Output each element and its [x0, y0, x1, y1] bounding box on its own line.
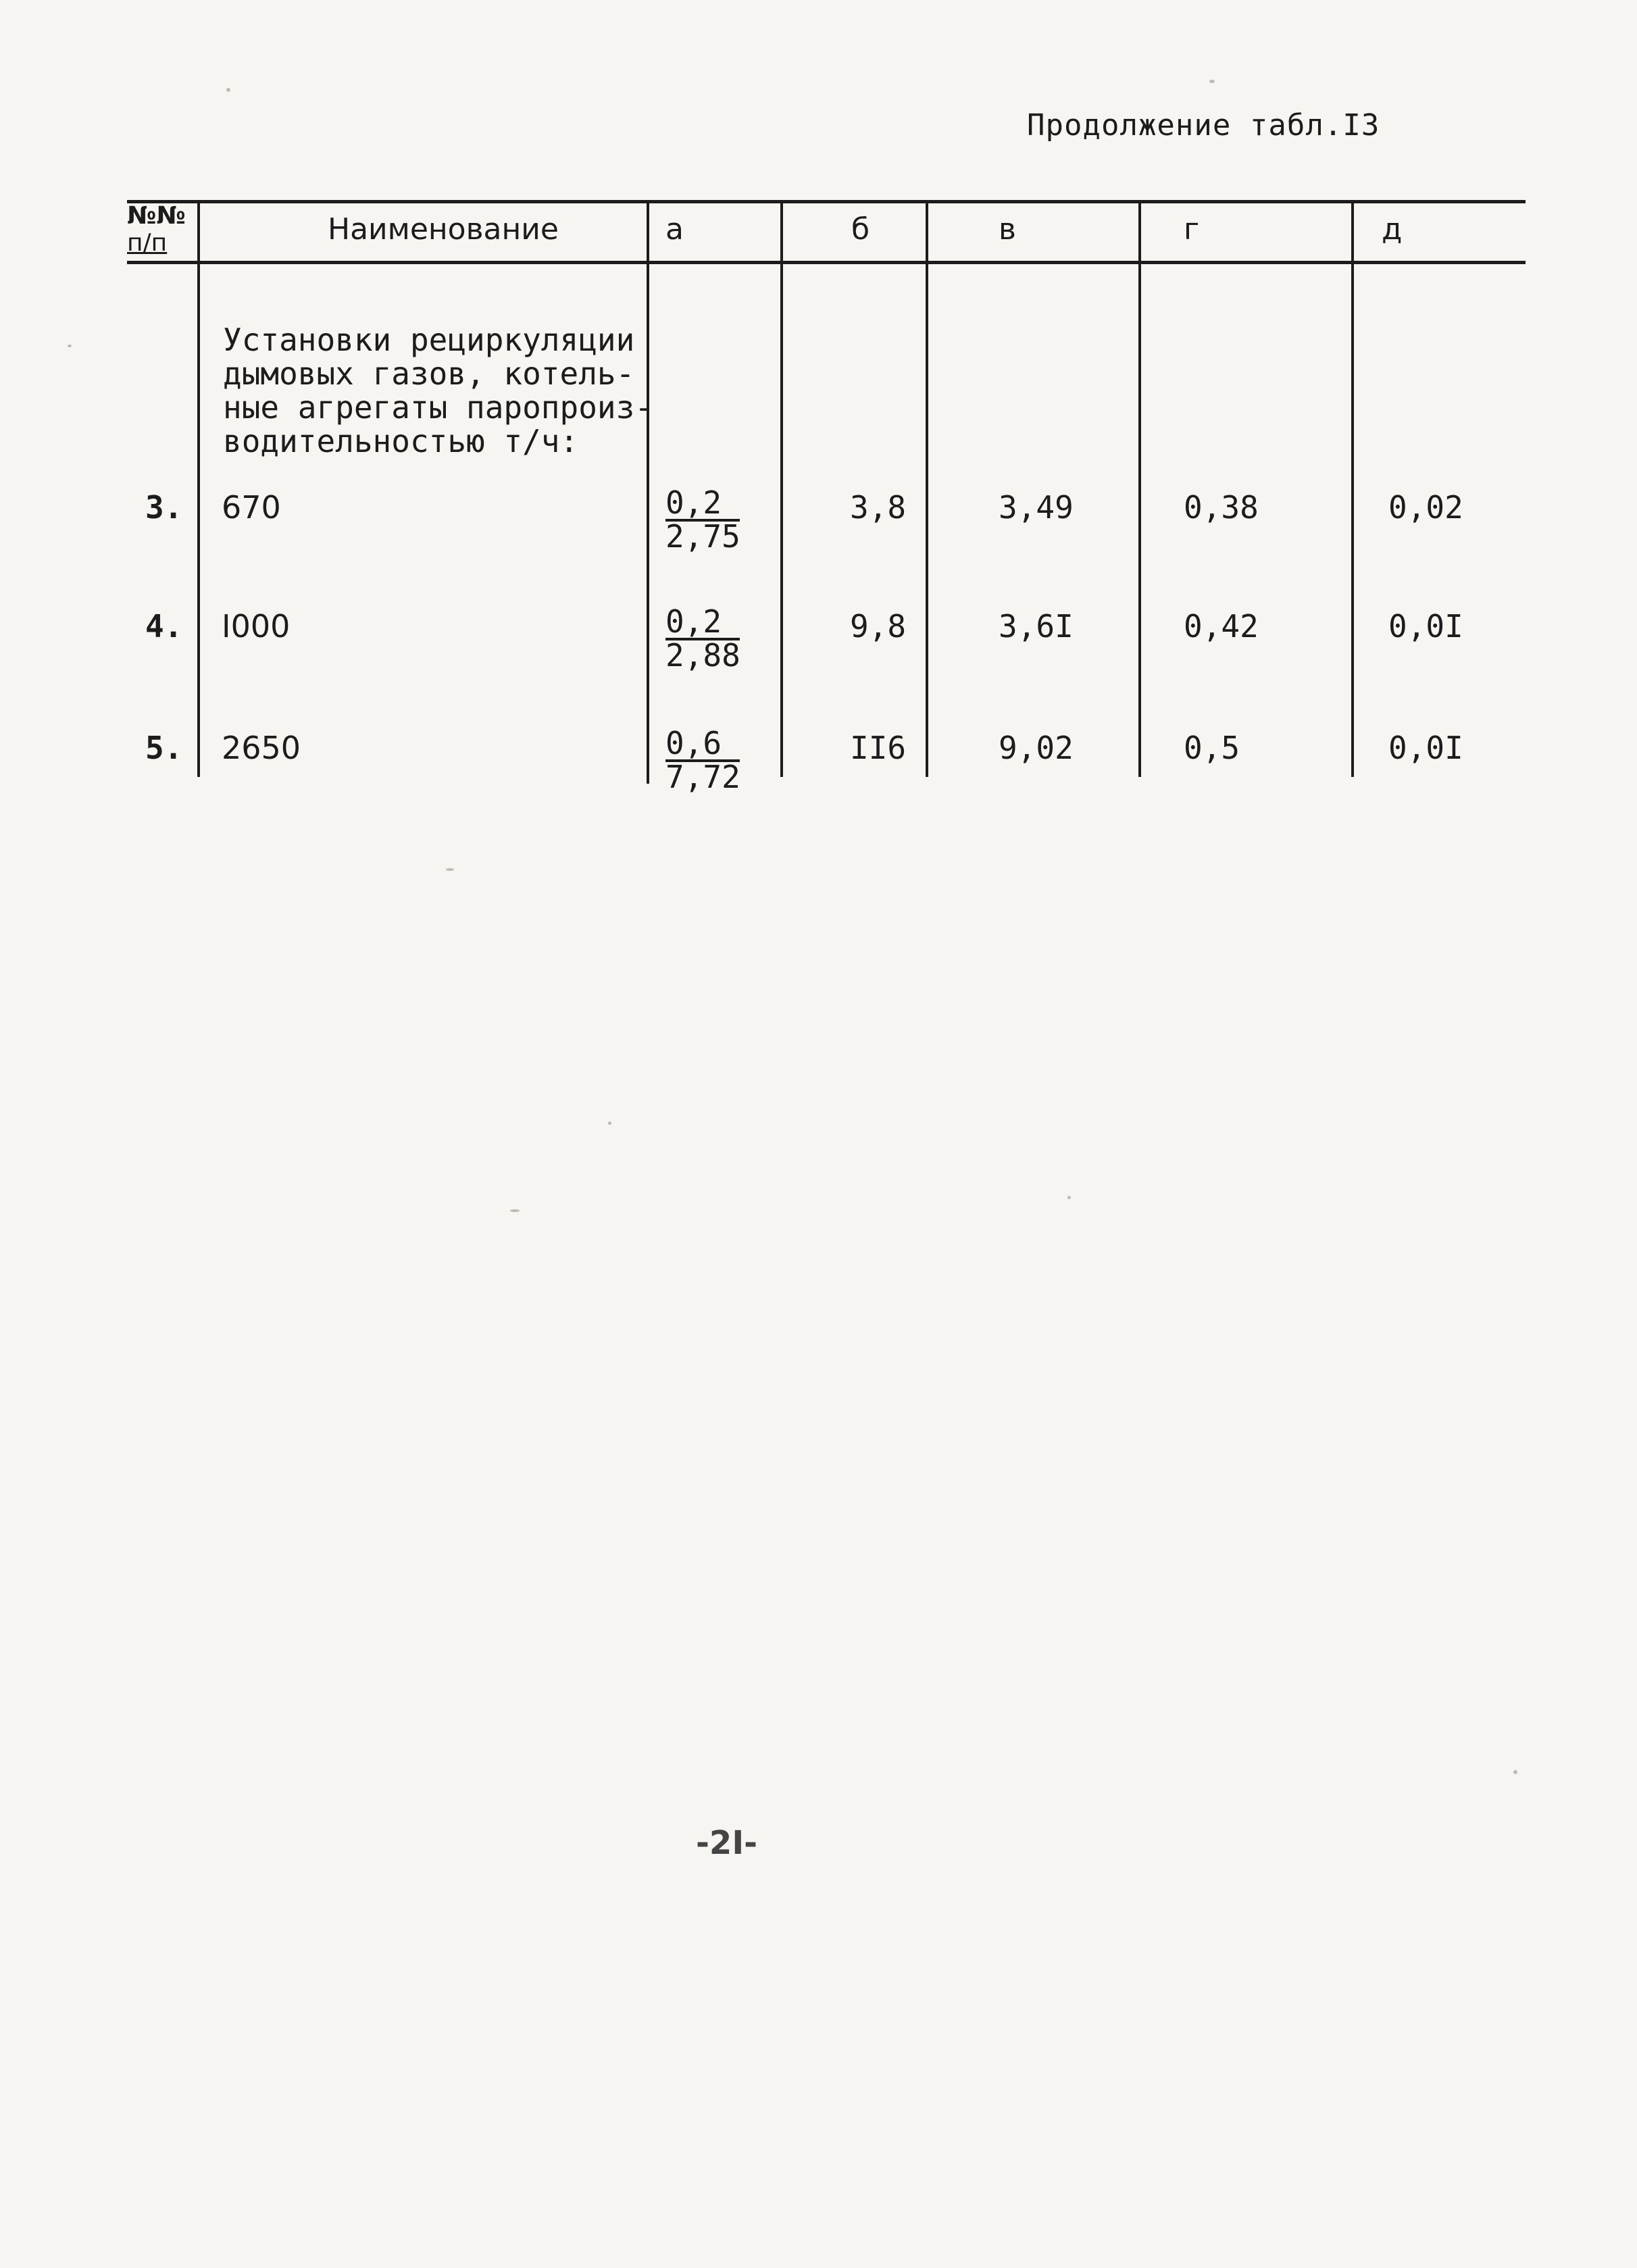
row-g: 0,38 [1184, 489, 1259, 526]
column-divider-b [926, 203, 928, 777]
row-a-fraction [665, 484, 740, 555]
scan-speck [1067, 1196, 1071, 1199]
row-a-numerator: 0,6 [665, 728, 740, 762]
column-divider-name [647, 203, 649, 784]
row-a-numerator: 0,2 [665, 488, 740, 522]
group-label: Установки рециркуляции дымовых газов, котель- ные агрегаты паропроиз- водительностью т/ч: [223, 322, 653, 459]
scan-speck [510, 1209, 520, 1212]
column-divider-v [1138, 203, 1141, 777]
row-a-denominator: 2,75 [665, 518, 740, 555]
row-g: 0,42 [1184, 608, 1259, 645]
row-name: I000 [222, 608, 291, 645]
row-b: 3,8 [850, 489, 907, 526]
table-top-rule [127, 200, 1526, 203]
row-a-denominator: 2,88 [665, 637, 740, 674]
row-v: 9,02 [999, 730, 1074, 766]
row-number: 5. [145, 730, 183, 766]
row-b: II6 [850, 730, 907, 766]
header-b: б [851, 212, 870, 247]
header-d: д [1382, 212, 1403, 247]
header-g: г [1184, 212, 1200, 247]
row-a-numerator: 0,2 [665, 607, 740, 640]
row-b: 9,8 [850, 608, 907, 645]
scan-speck [1513, 1770, 1517, 1774]
scan-speck [226, 88, 230, 92]
row-v: 3,49 [999, 489, 1074, 526]
row-a-denominator: 7,72 [665, 759, 740, 795]
row-number: 4. [145, 608, 183, 645]
table-header-rule [127, 261, 1526, 264]
page-number: -2I- [696, 1824, 758, 1862]
header-name: Наименование [328, 212, 559, 247]
row-name: 670 [222, 489, 281, 526]
row-v: 3,6I [999, 608, 1074, 645]
header-number-bottom: п/п [127, 229, 168, 257]
header-number [127, 203, 186, 257]
row-a-fraction [665, 603, 740, 674]
row-g: 0,5 [1184, 730, 1240, 766]
scan-speck [68, 345, 72, 347]
header-number-top: №№ [127, 202, 186, 230]
table-continuation-title: Продолжение табл.I3 [1027, 108, 1380, 143]
column-divider-a [780, 203, 783, 777]
row-d: 0,0I [1388, 730, 1463, 766]
row-d: 0,02 [1388, 489, 1463, 526]
row-number: 3. [145, 489, 183, 526]
scan-speck [1209, 80, 1215, 83]
row-d: 0,0I [1388, 608, 1463, 645]
row-name: 2650 [222, 730, 301, 766]
scan-speck [446, 868, 454, 871]
header-v: в [999, 212, 1016, 247]
scan-speck [608, 1122, 611, 1125]
column-divider-g [1351, 203, 1354, 777]
column-divider-num [197, 203, 200, 777]
row-a-fraction [665, 725, 740, 795]
header-a: а [665, 212, 684, 247]
